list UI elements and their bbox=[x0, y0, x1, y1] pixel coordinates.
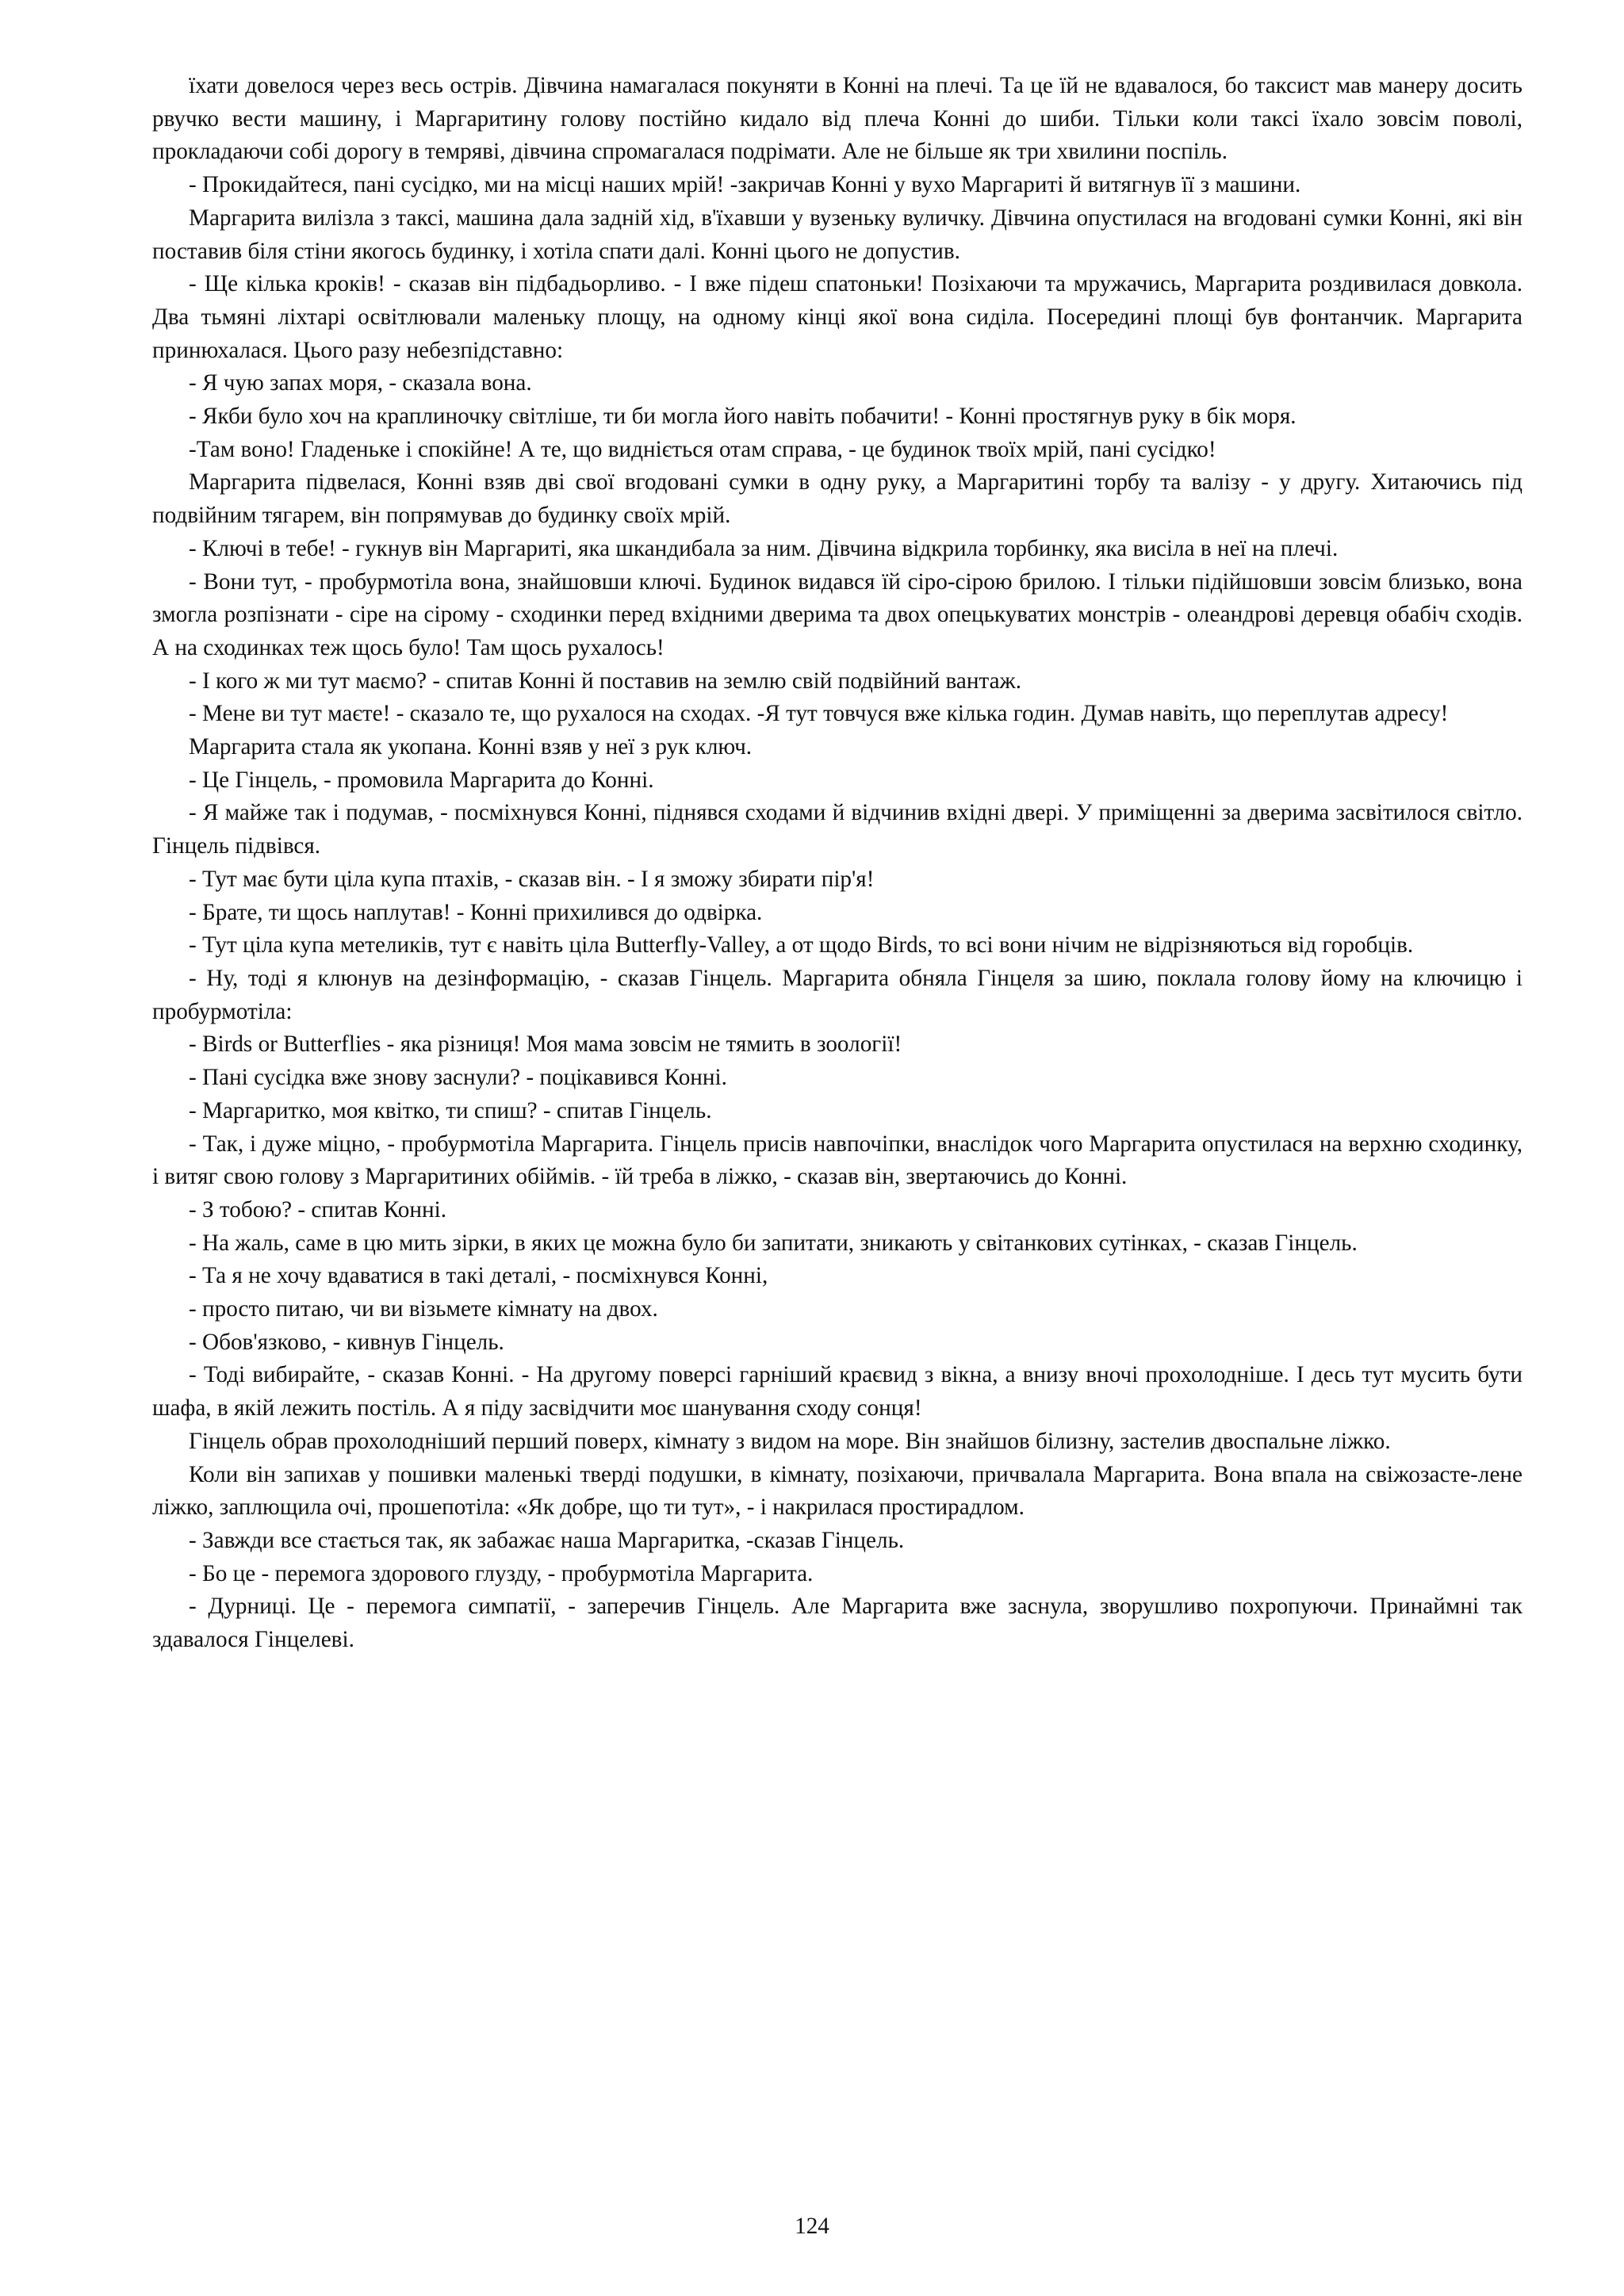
paragraph: - просто питаю, чи ви візьмете кімнату на двох. bbox=[189, 1296, 658, 1322]
paragraph: - Брате, ти щось наплутав! - Конні прихилився до одвірка. bbox=[189, 899, 763, 925]
paragraph: - Тоді вибирайте, - сказав Конні. - На другому поверсі гарніший краєвид з вікна, а внизу вночі прохолодніше. І десь тут мусить бути шафа, в якій лежить постіль. А я піду засвідчити моє шанування сходу сонця! bbox=[152, 1362, 1522, 1422]
paragraph: - Я майже так і подумав, - посміхнувся Конні, піднявся сходами й відчинив вхідні двері. У приміщенні за дверима засвітилося світло. Гінцель підвівся. bbox=[152, 800, 1522, 859]
paragraph: Маргарита підвелася, Конні взяв дві свої вгодовані сумки в одну руку, а Маргаритині торбу та валізу - у другу. Хитаючись під подвійним тягарем, він попрямував до будинку своїх мрій. bbox=[152, 469, 1522, 529]
paragraph: - Ключі в тебе! - гукнув він Маргариті, яка шкандибала за ним. Дівчина відкрила торбинку, яка висіла в неї на плечі. bbox=[189, 535, 1339, 561]
paragraph: - Завжди все стається так, як забажає наша Маргаритка, -сказав Гінцель. bbox=[189, 1527, 905, 1553]
paragraph: - Вони тут, - пробурмотіла вона, знайшовши ключі. Будинок видався їй сіро-сірою брилою. І тільки підійшовши зовсім близько, вона змогла розпізнати - сіре на сірому - сходинки перед вхідними дверима та двох опецькуватих монстрів - олеандрові деревця обабіч сходів. А на сходинках теж щось було! Там щось рухалось! bbox=[152, 568, 1522, 660]
paragraph: - Ще кілька кроків! - сказав він підбадьорливо. - І вже підеш спатоньки! Позіхаючи та мружачись, Маргарита роздивилася довкола. Два тьмяні ліхтарі освітлювали маленьку площу, на одному кінці якої вона сиділа. Посередині площі був фонтанчик. Маргарита принюхалася. Цього разу небезпідставно: bbox=[152, 271, 1522, 363]
paragraph: - Дурниці. Це - перемога симпатії, - заперечив Гінцель. Але Маргарита вже заснула, зворушливо похропуючи. Принаймні так здавалося Гінцелеві. bbox=[152, 1594, 1522, 1653]
paragraph: - З тобою? - спитав Конні. bbox=[189, 1196, 447, 1223]
paragraph: Маргарита стала як укопана. Конні взяв у неї з рук ключ. bbox=[189, 734, 753, 760]
paragraph: - Прокидайтеся, пані сусідко, ми на місці наших мрій! -закричав Конні у вухо Маргариті й витягнув її з машини. bbox=[189, 172, 1301, 198]
paragraph: - Так, і дуже міцно, - пробурмотіла Маргарита. Гінцель присів навпочіпки, внаслідок чого Маргарита опустилася на верхню сходинку, і витяг свою голову з Маргаритиних обіймів. - їй треба в ліжко, - сказав він, звертаючись до Конні. bbox=[152, 1131, 1522, 1190]
paragraph: - Тут має бути ціла купа птахів, - сказав він. - І я зможу збирати пір'я! bbox=[189, 866, 875, 892]
paragraph: - На жаль, саме в цю мить зірки, в яких це можна було би запитати, зникають у світанкових сутінках, - сказав Гінцель. bbox=[189, 1230, 1358, 1256]
page-number: 124 bbox=[795, 2214, 829, 2239]
page-body bbox=[152, 70, 1522, 1657]
paragraph: - Я чую запах моря, - сказала вона. bbox=[189, 370, 532, 396]
paragraph: Маргарита вилізла з таксі, машина дала задній хід, в'їхавши у вузеньку вуличку. Дівчина опустилася на вгодовані сумки Конні, які він поставив біля стіни якогось будинку, і хотіла спати далі. Конні цього не допустив. bbox=[152, 205, 1522, 264]
paragraph: - Це Гінцель, - промовила Маргарита до Конні. bbox=[189, 767, 654, 793]
paragraph: - Ну, тоді я клюнув на дезінформацію, - сказав Гінцель. Маргарита обняла Гінцеля за шию, поклала голову йому на ключицю і пробурмотіла: bbox=[152, 965, 1522, 1024]
paragraph: - Якби було хоч на краплиночку світліше, ти би могла його навіть побачити! - Конні простягнув руку в бік моря. bbox=[189, 404, 1297, 430]
paragraph: -Там воно! Гладеньке і спокійне! А те, що видніється отам справа, - це будинок твоїх мрій, пані сусідко! bbox=[189, 436, 1216, 462]
paragraph: - Мене ви тут маєте! - сказало те, що рухалося на сходах. -Я тут товчуся вже кілька годин. Думав навіть, що переплутав адресу! bbox=[189, 701, 1449, 727]
paragraph: - І кого ж ми тут маємо? - спитав Конні й поставив на землю свій подвійний вантаж. bbox=[189, 668, 1022, 694]
paragraph: - Обов'язково, - кивнув Гінцель. bbox=[189, 1329, 504, 1355]
paragraph: Коли він запихав у пошивки маленькі тверді подушки, в кімнату, позіхаючи, причвалала Маргарита. Вона впала на свіжозасте-лене ліжко, заплющила очі, прошепотіла: «Як добре, що ти тут», - і накрилася простирадлом. bbox=[152, 1461, 1522, 1521]
paragraph: - Бо це - перемога здорового глузду, - пробурмотіла Маргарита. bbox=[189, 1560, 814, 1586]
paragraph: Гінцель обрав прохолодніший перший поверх, кімнату з видом на море. Він знайшов білизну, застелив двоспальне ліжко. bbox=[189, 1428, 1391, 1454]
paragraph: - Маргаритко, моя квітко, ти спиш? - спитав Гінцель. bbox=[189, 1097, 712, 1123]
paragraph: - Birds or Butterflies - яка різниця! Моя мама зовсім не тямить в зоології! bbox=[189, 1031, 902, 1058]
paragraph: - Пані сусідка вже знову заснули? - поцікавився Конні. bbox=[189, 1065, 727, 1091]
paragraph: - Та я не хочу вдаватися в такі деталі, - посміхнувся Конні, bbox=[189, 1263, 768, 1289]
paragraph: їхати довелося через весь острів. Дівчина намагалася покуняти в Конні на плечі. Та це їй не вдавалося, бо таксист мав манеру досить рвучко вести машину, і Маргаритину голову постійно кидало від плеча Конні до шиби. Тільки коли таксі їхало зовсім поволі, прокладаючи собі дорогу в темряві, дівчина спромагалася подрімати. Але не більше як три хвилини поспіль. bbox=[152, 73, 1522, 165]
paragraph: - Тут ціла купа метеликів, тут є навіть ціла Butterfly-Valley, а от щодо Birds, то всі вони нічим не відрізняються від горобців. bbox=[189, 932, 1414, 959]
